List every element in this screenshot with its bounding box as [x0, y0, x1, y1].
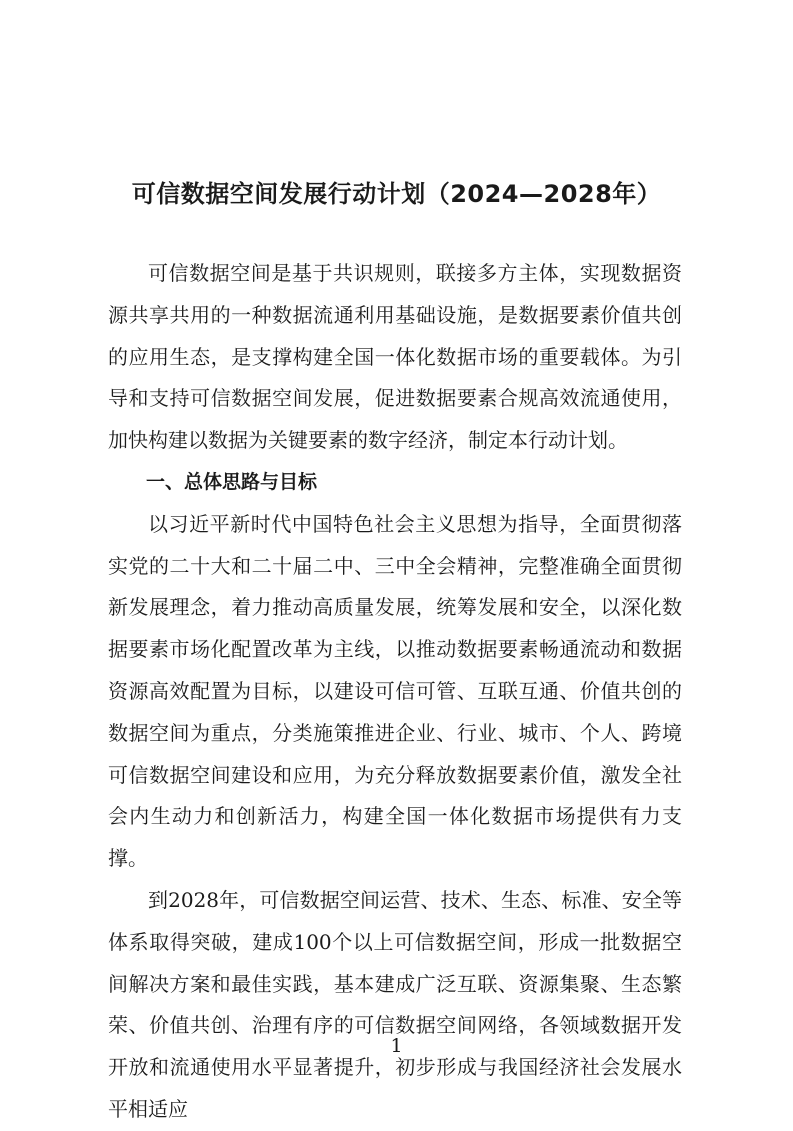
body-paragraph-2028-goals: 到2028年，可信数据空间运营、技术、生态、标准、安全等体系取得突破，建成100个以上可信数据空间，形成一批数据空间解决方案和最佳实践，基本建成广泛互联、资源集聚、生态繁荣、价值共创、治理有序的可信数据空间网络，各领域数据开发开放和流通使用水平显著提升，初步形成与我国经济社会发展水平相适应 [108, 887, 682, 1121]
document-title: 可信数据空间发展行动计划（2024—2028年） [131, 180, 662, 208]
page-number: 1 [390, 1035, 403, 1057]
document-body [108, 253, 682, 1131]
section-heading-1: 一、总体思路与目标 [146, 470, 318, 493]
intro-paragraph: 可信数据空间是基于共识规则，联接多方主体，实现数据资源共享共用的一种数据流通利用基础设施，是数据要素价值共创的应用生态，是支撑构建全国一体化数据市场的重要载体。为引导和支持可信数据空间发展，促进数据要素合规高效流通使用，加快构建以数据为关键要素的数字经济，制定本行动计划。 [108, 261, 682, 453]
body-paragraph-guiding-ideology: 以习近平新时代中国特色社会主义思想为指导，全面贯彻落实党的二十大和二十届二中、三中全会精神，完整准确全面贯彻新发展理念，着力推动高质量发展，统筹发展和安全，以深化数据要素市场化配置改革为主线，以推动数据要素畅通流动和数据资源高效配置为目标，以建设可信可管、互联互通、价值共创的数据空间为重点，分类施策推进企业、行业、城市、个人、跨境可信数据空间建设和应用，为充分释放数据要素价值，激发全社会内生动力和创新活力，构建全国一体化数据市场提供有力支撑。 [108, 511, 682, 871]
